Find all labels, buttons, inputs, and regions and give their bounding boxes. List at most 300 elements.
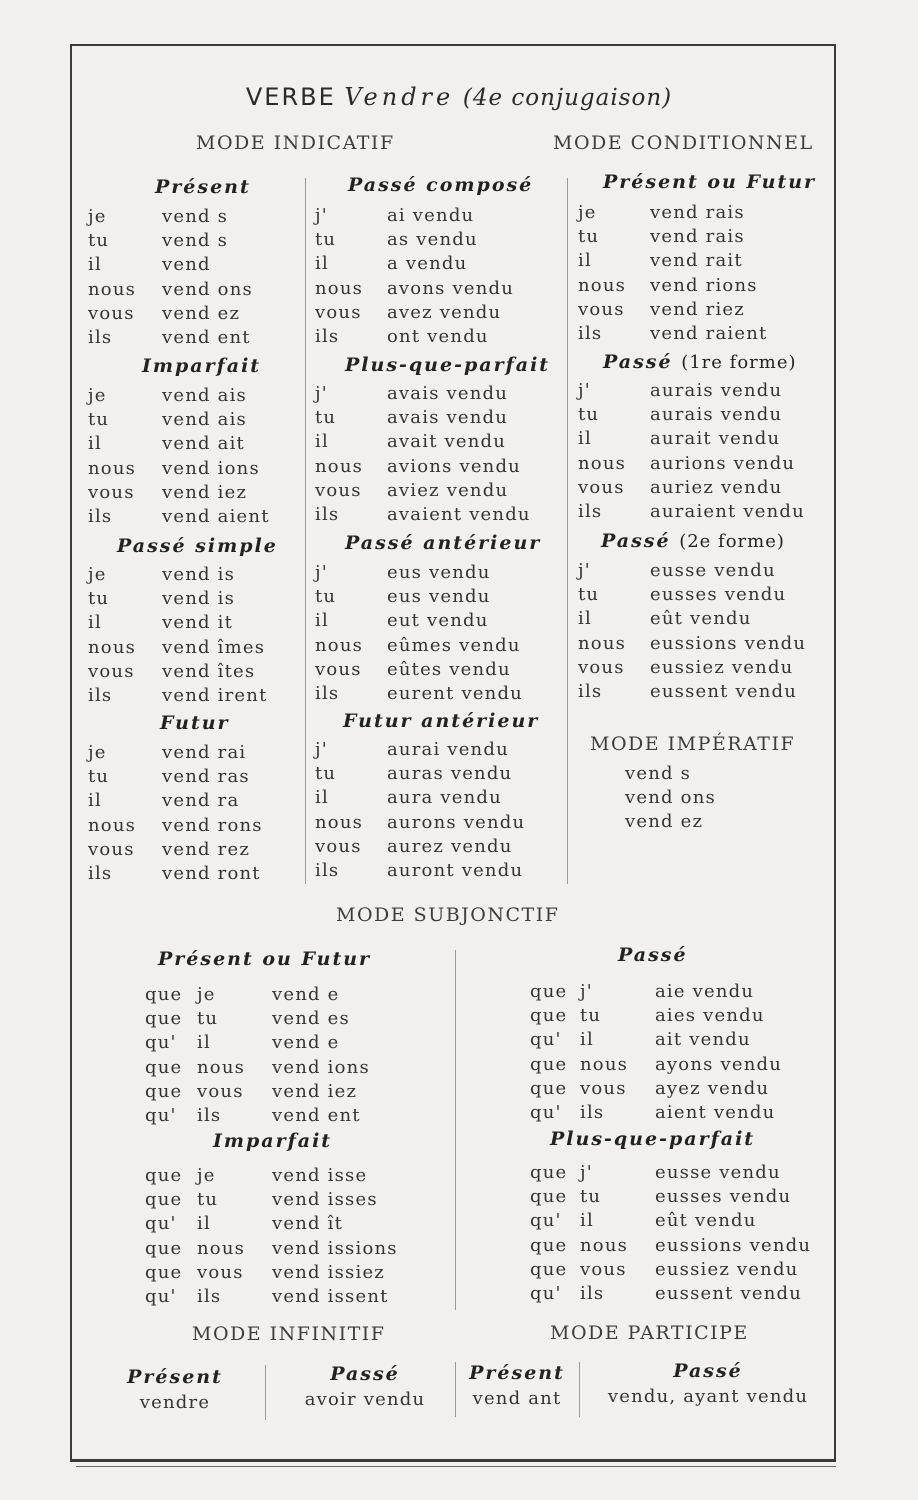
title-verbe: VERBE [245,83,336,111]
conjugation-row [315,835,565,859]
verb-form: eut vendu [387,610,489,632]
conjugation-indicatif-present [88,205,298,350]
conjunction: que [145,1008,183,1030]
conjugation-row [578,249,828,273]
pronoun: nous [88,814,137,836]
pronoun: je [88,564,107,585]
verb-form: vend rons [162,814,263,836]
conjugation-row [578,656,828,680]
conjugation-row [145,1237,445,1261]
verb-form: auront vendu [387,859,524,881]
conjugation-row [88,611,298,635]
conjugation-row [88,684,298,708]
pronoun: j' [580,981,593,1002]
conjugation-subjonctif-imparfait [145,1164,445,1309]
pronoun: ils [315,682,340,704]
conjugation-row [530,1077,830,1101]
pronoun: vous [315,835,362,857]
pronoun: nous [315,811,364,833]
pronoun: nous [578,274,627,296]
verb-form: avons vendu [387,277,515,299]
heading-mode-indicatif: MODE INDICATIF [196,132,395,154]
pronoun: tu [315,586,337,608]
conjugation-row [578,225,828,249]
conjugation-row [145,1080,445,1104]
tense-conditionnel-passe-1 [603,351,797,373]
pronoun: nous [88,636,137,658]
conjunction: que [145,984,183,1005]
pronoun: nous [197,1056,246,1078]
conjugation-row [578,452,828,476]
verb-form: aurez vendu [387,835,513,857]
conjugation-row [88,814,298,838]
verb-form: aies vendu [655,1005,765,1027]
verb-form: vend rez [162,838,250,860]
pronoun: j' [580,1162,593,1183]
pronoun: j' [315,562,328,583]
infinitif-passe-value: avoir vendu [304,1389,426,1410]
conjugation-row [88,636,298,660]
conjugation-row [88,408,298,432]
conjunction: qu' [530,1210,562,1232]
participe-present [462,1362,572,1409]
pronoun: ils [580,1282,605,1304]
verb-form: aura vendu [387,787,502,809]
pronoun: ils [88,505,113,527]
tense-label: Passé [601,530,671,552]
verb-form: vend ront [162,862,261,884]
verb-form: vend [162,254,211,276]
verb-form: eût vendu [650,608,752,630]
verb-form: vend raient [650,322,768,344]
pronoun: tu [580,1186,602,1208]
conjugation-row [530,1185,830,1209]
heading-mode-infinitif: MODE INFINITIF [192,1323,386,1345]
verb-form: aviez vendu [387,479,509,501]
verb-form: vend e [272,984,340,1005]
conjunction: qu' [530,1282,562,1304]
participe-passe-value: vendu, ayant vendu [607,1386,809,1407]
verb-form: avais vendu [387,407,509,429]
pronoun: ils [88,862,113,884]
conjugation-row [145,1056,445,1080]
conjugation-subjonctif-passe [530,980,830,1125]
verb-form: vend ez [625,811,704,833]
pronoun: vous [578,476,625,498]
pronoun: je [578,202,597,223]
pronoun: vous [88,838,135,860]
conjugation-row [315,658,565,682]
verb-form: eusses vendu [655,1186,792,1208]
pronoun: tu [315,229,337,251]
conjugation-indicatif-imparfait [88,384,298,529]
conjugation-row [145,983,445,1007]
conjunction: que [145,1080,183,1102]
conjugation-row [145,1261,445,1285]
pronoun: ils [88,684,113,706]
conjugation-row [315,479,565,503]
conjugation-row [578,680,828,704]
column-separator [455,1362,456,1417]
conjugation-row [578,274,828,298]
pronoun: tu [578,404,600,426]
participe-present-value: vend ant [472,1388,562,1409]
verb-form: vend s [162,230,229,252]
conjugation-row [578,379,828,403]
conjugation-row [530,1282,830,1306]
pronoun: il [580,1210,594,1232]
pronoun: nous [88,457,137,479]
conjugation-row [578,476,828,500]
conjunction: que [530,1162,568,1183]
verb-form: eus vendu [387,586,491,608]
pronoun: ils [315,325,340,347]
verb-form: ont vendu [387,325,489,347]
pronoun: nous [315,455,364,477]
conjugation-row [145,1031,445,1055]
tense-passe-compose: Passé composé [348,174,534,196]
pronoun: vous [580,1258,627,1280]
infinitif-passe [285,1363,445,1410]
conjugation-row [88,278,298,302]
conjunction: que [145,1165,183,1186]
conjugation-row [315,561,565,585]
verb-form: aurais vendu [650,380,783,401]
conjugation-row [578,583,828,607]
tense-conditionnel-present: Présent ou Futur [603,171,817,193]
conjugation-row [88,862,298,886]
conjugation-indicatif-futur [88,741,298,886]
heading-mode-subjonctif: MODE SUBJONCTIF [336,904,560,926]
pronoun: j' [315,739,328,760]
verb-form: eussions vendu [650,632,807,654]
pronoun: il [315,431,329,453]
infinitif-present-label: Présent [127,1366,223,1388]
conjugation-row [315,762,565,786]
verb-form: vend ez [162,302,241,324]
verb-form: eussions vendu [655,1234,812,1256]
conjugation-row [578,322,828,346]
pronoun: il [315,787,329,809]
conjugation-row [315,455,565,479]
verb-form: eussent vendu [655,1282,803,1304]
verb-form: eûtes vendu [387,658,511,680]
verb-form: vend ions [162,457,260,479]
verb-form: avais vendu [387,383,509,404]
column-separator [567,178,568,884]
pronoun: vous [578,656,625,678]
conjugation-row [88,481,298,505]
pronoun: j' [315,383,328,404]
verb-form: vend rions [650,274,758,296]
pronoun: nous [315,277,364,299]
pronoun: nous [580,1234,629,1256]
conjugation-row [88,741,298,765]
verb-form: eusses vendu [650,584,787,606]
verb-form: vend ras [162,766,250,788]
conjugation-row [578,427,828,451]
pronoun: il [578,428,592,450]
conjunction: que [530,1005,568,1027]
conjunction: que [530,1234,568,1256]
column-separator [305,178,306,884]
conjugation-row [315,634,565,658]
pronoun: nous [578,452,627,474]
conjugation-row [88,563,298,587]
conjugation-row [145,1212,445,1236]
pronoun: tu [88,766,110,788]
conjugation-row [315,277,565,301]
tense-note: (1re forme) [681,352,797,373]
verb-form: vend it [162,612,234,634]
pronoun: j' [578,380,591,401]
pronoun: j' [315,205,328,226]
conjugation-row [578,500,828,524]
pronoun: je [197,1165,216,1186]
verb-form: vend isse [272,1165,368,1186]
pronoun: vous [315,479,362,501]
verb-form: aurions vendu [650,452,796,474]
pronoun: tu [88,588,110,610]
pronoun: il [88,612,102,634]
verb-form: vend is [162,564,236,585]
verb-form: vend îmes [162,636,266,658]
conjugation-row [315,682,565,706]
conjugation-row [315,859,565,883]
conjugation-row [530,1101,830,1125]
pronoun: nous [88,278,137,300]
tense-conditionnel-passe-2 [601,530,785,552]
pronoun: il [197,1213,211,1235]
pronoun: vous [580,1077,627,1099]
conjugation-row [315,609,565,633]
conjugation-row [315,430,565,454]
conjugation-row [578,607,828,631]
conjunction: que [145,1261,183,1283]
conjugation-row [145,1164,445,1188]
verb-form: vend issent [272,1285,389,1307]
pronoun: ils [578,680,603,702]
verb-form: vend ais [162,409,247,431]
conjugation-row [88,326,298,350]
pronoun: tu [315,407,337,429]
conjunction: que [530,1186,568,1208]
pronoun: ils [197,1285,222,1307]
conjugation-row [88,253,298,277]
pronoun: je [88,385,107,406]
verb-form: vend ra [162,790,240,812]
pronoun: vous [315,301,362,323]
conjugation-row [530,1053,830,1077]
conjugation-row [88,505,298,529]
conjugation-row [530,1234,830,1258]
conjugation-indicatif-passe-simple [88,563,298,708]
verb-form: vend riez [650,298,745,320]
conjugation-row [88,789,298,813]
verb-form: ait vendu [655,1029,751,1051]
pronoun: je [88,742,107,763]
pronoun: il [197,1032,211,1054]
verb-form: vend iez [272,1080,358,1102]
conjunction: que [530,1077,568,1099]
conjunction: qu' [145,1213,177,1235]
tense-label: Passé [603,351,673,373]
conjugation-row [315,204,565,228]
pronoun: vous [315,658,362,680]
conjugation-row [88,302,298,326]
tense-imparfait: Imparfait [142,355,262,377]
pronoun: tu [578,226,600,248]
column-separator [579,1362,580,1417]
verb-form: avait vendu [387,431,507,453]
pronoun: il [580,1029,594,1051]
conjugation-row [578,632,828,656]
verb-form: vend issions [272,1237,398,1259]
conjugation-subjonctif-present [145,983,445,1128]
verb-form: vend s [162,206,229,227]
tense-subjonctif-plus-que-parfait: Plus-que-parfait [550,1128,756,1150]
verb-form: aurais vendu [650,404,783,426]
verb-form: eût vendu [655,1210,757,1232]
conjunction: que [145,1189,183,1211]
verb-form: aie vendu [655,981,755,1002]
pronoun: tu [197,1008,219,1030]
verb-form: vend irent [162,684,268,706]
infinitif-present-value: vendre [139,1392,211,1413]
pronoun: vous [197,1261,244,1283]
verb-form: vend ent [162,326,251,348]
participe-passe [588,1360,828,1407]
verb-form: avez vendu [387,301,502,323]
pronoun: vous [88,302,135,324]
heading-mode-participe: MODE PARTICIPE [550,1322,749,1344]
conjunction: qu' [530,1101,562,1123]
conjugation-row [315,301,565,325]
conjugation-row [88,229,298,253]
pronoun: il [88,790,102,812]
pronoun: tu [315,763,337,785]
title-verb: Vendre [344,83,455,111]
pronoun: vous [197,1080,244,1102]
conjugation-row [530,1028,830,1052]
conjugation-subjonctif-plus-que-parfait [530,1161,830,1306]
conjugation-row [88,457,298,481]
conjugation-imperatif [625,762,775,835]
infinitif-passe-label: Passé [330,1363,400,1385]
tense-plus-que-parfait: Plus-que-parfait [345,354,551,376]
tense-futur: Futur [160,712,230,734]
pronoun: il [315,253,329,275]
pronoun: ils [88,326,113,348]
verb-form: eûmes vendu [387,634,521,656]
pronoun: ils [315,503,340,525]
pronoun: il [315,610,329,632]
verb-form: vend rais [650,226,745,248]
pronoun: tu [88,230,110,252]
verb-form: eussent vendu [650,680,798,702]
verb-form: vend s [625,763,692,784]
conjunction: qu' [530,1029,562,1051]
tense-subjonctif-present: Présent ou Futur [158,948,372,970]
conjugation-conditionnel-passe-1 [578,379,828,524]
pronoun: nous [580,1053,629,1075]
conjugation-row [315,503,565,527]
verb-form: aurons vendu [387,811,526,833]
pronoun: il [88,433,102,455]
verb-form: vend e [272,1032,340,1054]
conjugation-row [88,838,298,862]
verb-form: eussiez vendu [655,1258,799,1280]
tense-futur-anterieur: Futur antérieur [343,710,540,732]
conjugation-row [315,738,565,762]
pronoun: tu [578,584,600,606]
tense-subjonctif-imparfait: Imparfait [213,1130,333,1152]
conjugation-row [88,384,298,408]
conjugation-row [145,1104,445,1128]
infinitif-present [110,1366,240,1413]
pronoun: nous [578,632,627,654]
conjugation-row [530,1004,830,1028]
tense-subjonctif-passe: Passé [618,944,688,966]
conjugation-row [88,765,298,789]
pronoun: ils [315,859,340,881]
conjugation-row [145,1007,445,1031]
conjugation-row [315,325,565,349]
conjugation-row [578,559,828,583]
verb-form: eusse vendu [655,1162,781,1183]
conjugation-row [145,1285,445,1309]
verb-form: vend îtes [162,660,256,682]
verb-form: vend ais [162,385,247,406]
verb-form: eusse vendu [650,560,776,581]
title-conjugation: (4e conjugaison) [462,85,673,111]
conjunction: que [530,981,568,1002]
conjugation-row [530,1258,830,1282]
conjugation-row [530,1209,830,1233]
conjugation-row [88,205,298,229]
verb-form: vend rait [650,250,743,272]
conjugation-row [625,762,775,786]
verb-form: vend ons [162,278,253,300]
pronoun: tu [580,1005,602,1027]
column-separator [455,950,456,1310]
conjugation-row [625,810,775,834]
conjugation-row [578,298,828,322]
conjugation-row [578,201,828,225]
pronoun: ils [578,322,603,344]
verb-form: ayons vendu [655,1053,783,1075]
tense-passe-anterieur: Passé antérieur [345,532,542,554]
verb-form: vend issiez [272,1261,385,1283]
pronoun: ils [580,1101,605,1123]
conjugation-row [88,587,298,611]
conjugation-row [315,382,565,406]
tense-present: Présent [155,176,251,198]
participe-present-label: Présent [469,1362,565,1384]
verb-form: as vendu [387,229,478,251]
verb-form: aient vendu [655,1101,776,1123]
conjugation-row [315,786,565,810]
verb-form: auras vendu [387,763,513,785]
verb-form: vend ît [272,1213,344,1235]
verb-form: vend isses [272,1189,378,1211]
pronoun: il [88,254,102,276]
conjugation-row [88,660,298,684]
pronoun: il [578,608,592,630]
pronoun: tu [197,1189,219,1211]
conjugation-row [530,1161,830,1185]
conjugation-conditionnel-passe-2 [578,559,828,704]
